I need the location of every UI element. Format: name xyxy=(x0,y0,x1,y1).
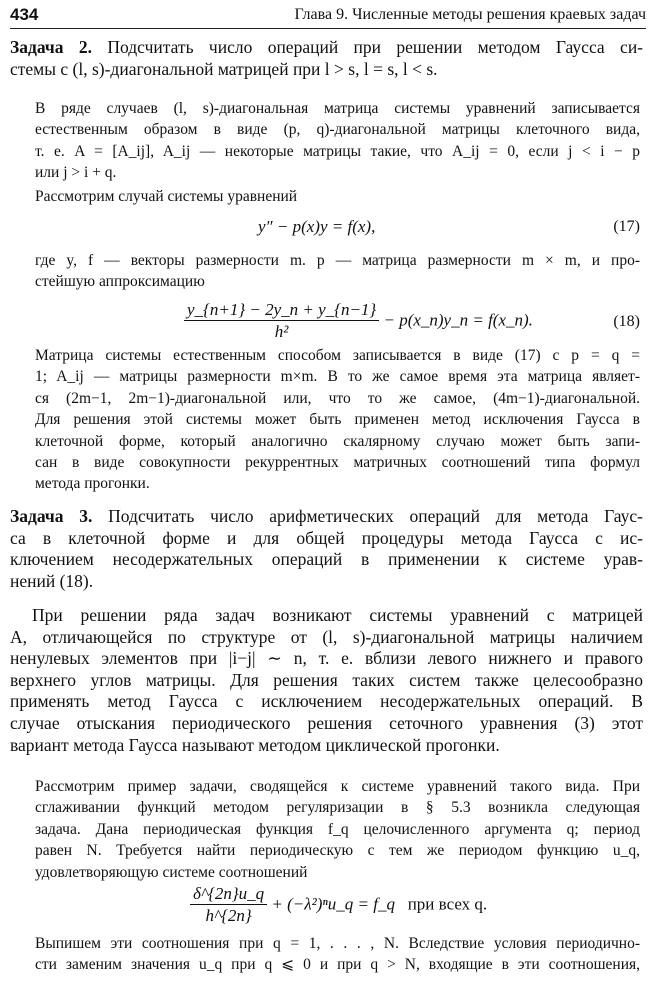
task-3-line-2: са в клеточной форме и для общей процедуры метода Гаусса с ис- xyxy=(10,527,643,548)
task-3-label: Задача 3. xyxy=(10,506,93,526)
text-line: Матрица системы естественным способом записывается в виде (17) с p = q = xyxy=(35,347,640,364)
text-line: или j > i + q. xyxy=(35,164,117,182)
text-line: Для решения этой системы может быть применен метод исключения Гаусса в xyxy=(35,411,640,429)
equation-smoothing xyxy=(190,884,487,927)
text-line: т. е. A = [A_ij], A_ij — некоторые матрицы такие, что A_ij = 0, если j < i − p xyxy=(35,142,640,160)
paragraph-1 xyxy=(35,98,640,207)
paragraph-2 xyxy=(35,250,640,293)
text-line: удовлетворяющую системе соотношений xyxy=(35,863,308,881)
task-2 xyxy=(10,37,643,80)
task-2-line-2: стемы с (l, s)-диагональной матрицей при l > s, l = s, l < s. xyxy=(10,58,438,79)
equation-18 xyxy=(184,300,533,343)
text-line: При решении ряда задач возникают системы уравнений с матрицей xyxy=(32,605,643,625)
equation-smoothing-denominator: h^{2n} xyxy=(205,906,252,925)
text-line: сан в виде совокупности рекуррентных матричных соотношений типа формул xyxy=(35,454,640,472)
text-line: естественным образом в виде (p, q)-диагональной матрицы клеточного вида, xyxy=(35,121,640,139)
page-number: 434 xyxy=(10,5,39,24)
text-line: стейшую аппроксимацию xyxy=(35,273,205,291)
equation-smoothing-fraction xyxy=(190,884,267,927)
text-line: метода прогонки. xyxy=(35,475,150,493)
text-line: В ряде случаев (l, s)-диагональная матрица системы уравнений записывается xyxy=(35,100,640,117)
equation-18-rest: − p(x_n)y_n = f(x_n). xyxy=(383,310,533,330)
task-2-line-1: Задача 2. Подсчитать число операций при решении методом Гаусса си- xyxy=(10,37,643,57)
page-header xyxy=(10,2,646,29)
equation-17-number: (17) xyxy=(613,218,640,235)
text-line: применять метод Гаусса с исключением несодержательных операций. В xyxy=(10,691,643,712)
running-title: Глава 9. Численные методы решения краевых задач xyxy=(294,6,646,23)
text-line: сглаживании функций методом регуляризации в § 5.3 возникла следующая xyxy=(35,799,640,817)
text-line: Выпишем эти соотношения при q = 1, . . . , N. Вследствие условия периодично- xyxy=(35,935,640,952)
text-line: задача. Дана периодическая функция f_q целочисленного аргумента q; период xyxy=(35,820,640,838)
equation-smoothing-condition: при всех q. xyxy=(407,894,488,914)
equation-18-numerator: y_{n+1} − 2y_n + y_{n−1} xyxy=(184,300,379,321)
text-line: 1; A_ij — матрицы размерности m×m. В то же самое время эта матрица являет- xyxy=(35,368,640,386)
text-line: верхнего углов матрицы. Для решения таких систем также целесообразно xyxy=(10,669,643,690)
text-line: где y, f — векторы размерности m. p — матрица размерности m × m, и про- xyxy=(35,252,640,269)
text-line: A, отличающейся по структуре от (l, s)-диагональной матрицы наличием xyxy=(10,626,643,647)
equation-18-number: (18) xyxy=(613,313,640,330)
paragraph-4 xyxy=(10,605,643,756)
task-2-label: Задача 2. xyxy=(10,37,92,57)
equation-smoothing-rest: + (−λ²)ⁿu_q = f_q xyxy=(271,894,395,914)
equation-18-fraction xyxy=(184,300,379,343)
paragraph-3 xyxy=(35,345,640,495)
task-3-line-1: Задача 3. Подсчитать число арифметических операций для метода Гаус- xyxy=(10,506,643,526)
equation-17: y″ − p(x)y = f(x), xyxy=(258,217,376,236)
text-line: Рассмотрим случай системы уравнений xyxy=(35,187,298,205)
task-3 xyxy=(10,506,643,592)
text-line: сти заменим значения u_q при q ⩽ 0 и при q > N, входящие в эти соотношения, xyxy=(35,956,640,974)
task-3-line-3: ключением несодержательных операций в применении к системе урав- xyxy=(10,549,643,569)
text-line: случае отыскания периодического решения сеточного уравнения (3) этот xyxy=(10,712,643,733)
text-line: Рассмотрим пример задачи, сводящейся к системе уравнений такого вида. При xyxy=(35,778,640,795)
text-line: ненулевых элементов при |i−j| ∼ n, т. е. вблизи левого нижнего и правого xyxy=(10,648,643,669)
paragraph-5 xyxy=(35,776,640,883)
equation-smoothing-numerator: δ^{2n}u_q xyxy=(190,884,267,905)
paragraph-6 xyxy=(35,933,640,976)
text-line: ся (2m−1, 2m−1)-диагональной или, что то же самое, (4m−1)-диагональной. xyxy=(35,389,640,407)
text-line: вариант метода Гаусса называют методом циклической прогонки. xyxy=(10,734,500,755)
text-line: равен N. Требуется найти периодическую с тем же периодом функцию u_q, xyxy=(35,842,640,860)
task-3-line-4: нений (18). xyxy=(10,570,94,591)
equation-18-denominator: h² xyxy=(274,322,289,341)
text-line: клеточной форме, который аналогично скалярному случаю может быть запи- xyxy=(35,432,640,450)
